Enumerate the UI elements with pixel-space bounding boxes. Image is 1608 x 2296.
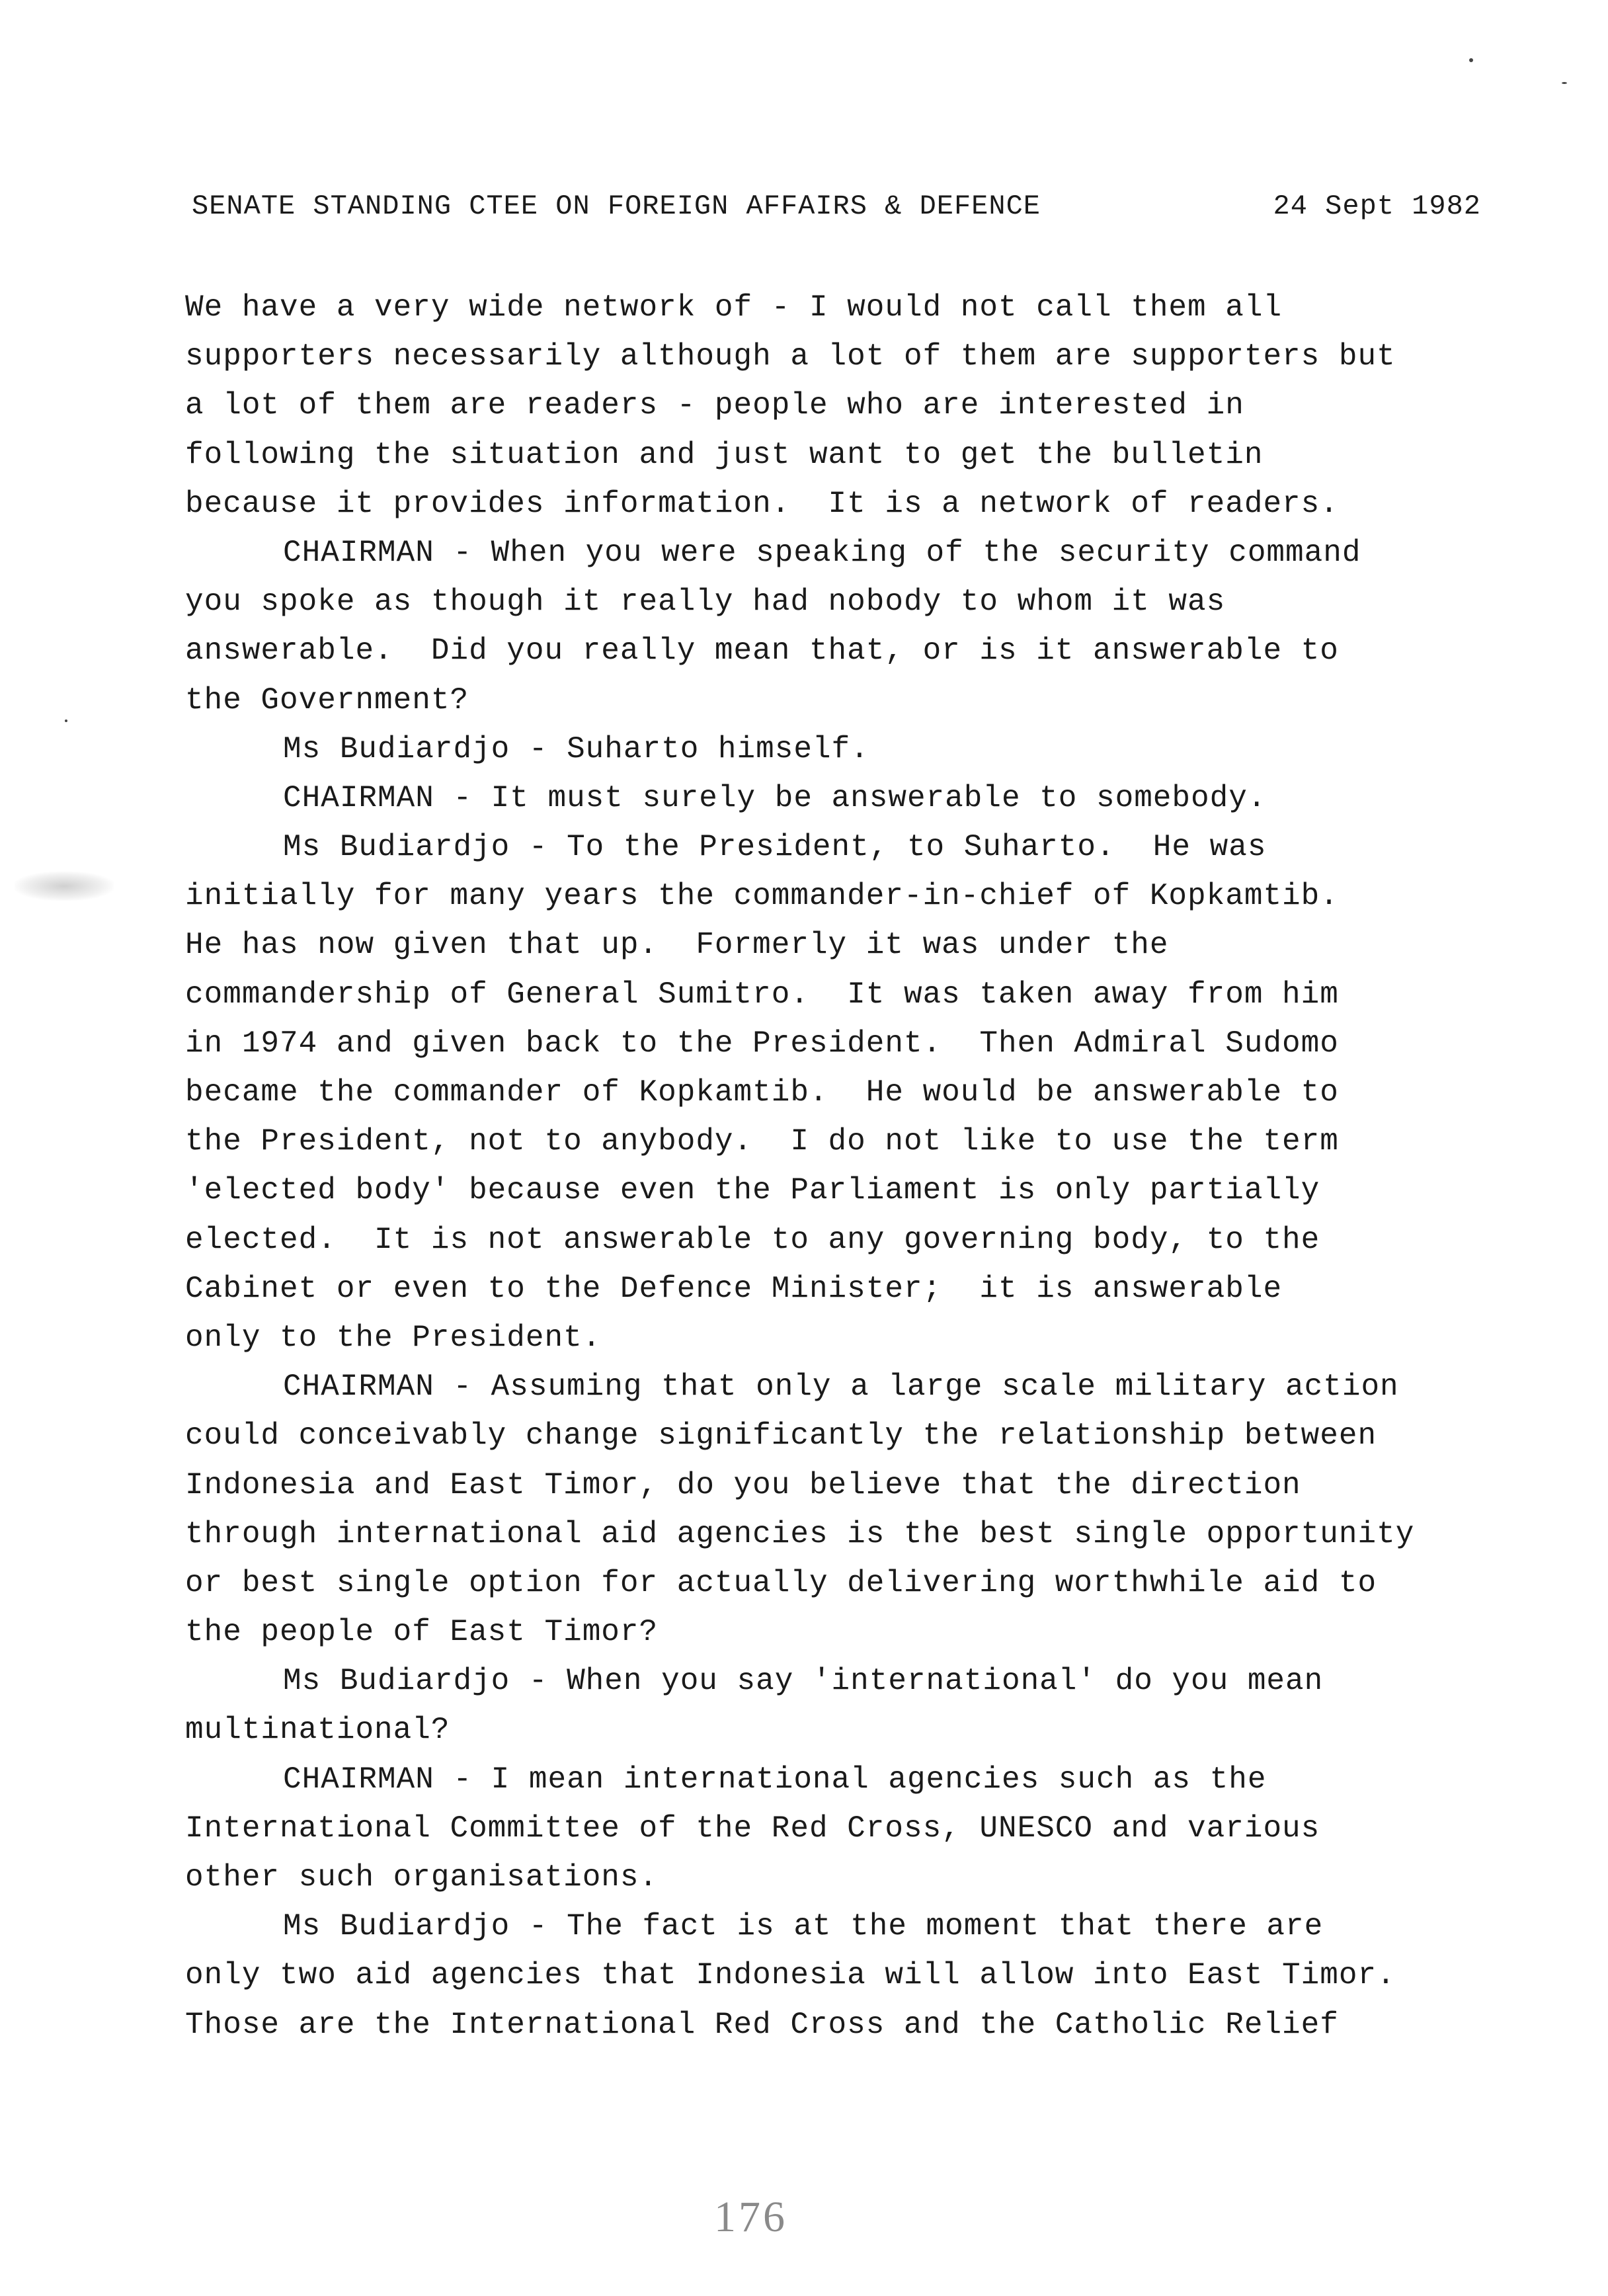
transcript-line: Ms Budiardjo - Suharto himself. bbox=[283, 731, 869, 766]
transcript-line: Those are the International Red Cross and the Catholic Relief bbox=[185, 2007, 1339, 2042]
scan-speck bbox=[1562, 82, 1567, 84]
transcript-line: CHAIRMAN - When you were speaking of the security command bbox=[283, 535, 1361, 570]
transcript-line: following the situation and just want to get the bulletin bbox=[185, 437, 1264, 472]
transcript-line: only two aid agencies that Indonesia will allow into East Timor. bbox=[185, 1958, 1396, 1993]
transcript-line: because it provides information. It is a network of readers. bbox=[185, 486, 1339, 521]
transcript-line: in 1974 and given back to the President. Then Admiral Sudomo bbox=[185, 1026, 1339, 1061]
transcript-line: CHAIRMAN - I mean international agencies such as the bbox=[283, 1762, 1267, 1797]
header-date: 24 Sept 1982 bbox=[1273, 190, 1481, 222]
transcript-line: became the commander of Kopkamtib. He would be answerable to bbox=[185, 1075, 1339, 1110]
transcript-line: commandership of General Sumitro. It was taken away from him bbox=[185, 977, 1339, 1012]
transcript-line: answerable. Did you really mean that, or is it answerable to bbox=[185, 634, 1339, 669]
transcript-line: Ms Budiardjo - The fact is at the moment that there are bbox=[283, 1909, 1324, 1944]
transcript-line: the President, not to anybody. I do not like to use the term bbox=[185, 1124, 1339, 1159]
transcript-line: Cabinet or even to the Defence Minister; it is answerable bbox=[185, 1271, 1283, 1306]
transcript-body bbox=[185, 283, 1494, 2049]
page-number: 176 bbox=[714, 2193, 787, 2241]
transcript-line: the people of East Timor? bbox=[185, 1615, 659, 1650]
transcript-line: International Committee of the Red Cross, UNESCO and various bbox=[185, 1811, 1320, 1846]
transcript-line: only to the President. bbox=[185, 1320, 602, 1355]
scan-speck bbox=[65, 719, 67, 722]
transcript-line: supporters necessarily although a lot of them are supporters but bbox=[185, 339, 1396, 374]
transcript-line: We have a very wide network of - I would not call them all bbox=[185, 290, 1283, 325]
transcript-line: Indonesia and East Timor, do you believe that the direction bbox=[185, 1467, 1301, 1502]
transcript-line: through international aid agencies is the best single opportunity bbox=[185, 1516, 1415, 1551]
transcript-line: could conceivably change significantly the relationship between bbox=[185, 1418, 1377, 1454]
transcript-line: Ms Budiardjo - When you say 'international' do you mean bbox=[283, 1664, 1324, 1699]
transcript-line: CHAIRMAN - Assuming that only a large scale military action bbox=[283, 1370, 1399, 1405]
transcript-line: He has now given that up. Formerly it was under the bbox=[185, 928, 1169, 963]
transcript-line: CHAIRMAN - It must surely be answerable to somebody. bbox=[283, 780, 1267, 815]
transcript-line: elected. It is not answerable to any governing body, to the bbox=[185, 1222, 1320, 1257]
transcript-line: a lot of them are readers - people who are interested in bbox=[185, 388, 1244, 423]
transcript-line: the Government? bbox=[185, 682, 469, 718]
scan-smudge bbox=[15, 872, 114, 901]
transcript-line: or best single option for actually delivering worthwhile aid to bbox=[185, 1565, 1377, 1600]
header-committee-title: SENATE STANDING CTEE ON FOREIGN AFFAIRS & DEFENCE bbox=[192, 190, 1041, 222]
transcript-line: 'elected body' because even the Parliament is only partially bbox=[185, 1173, 1320, 1208]
transcript-line: initially for many years the commander-in-chief of Kopkamtib. bbox=[185, 879, 1339, 914]
scan-speck bbox=[1469, 58, 1473, 62]
transcript-line: multinational? bbox=[185, 1713, 450, 1748]
transcript-line: Ms Budiardjo - To the President, to Suharto. He was bbox=[283, 830, 1267, 865]
transcript-line: other such organisations. bbox=[185, 1860, 659, 1895]
transcript-line: you spoke as though it really had nobody to whom it was bbox=[185, 585, 1226, 620]
